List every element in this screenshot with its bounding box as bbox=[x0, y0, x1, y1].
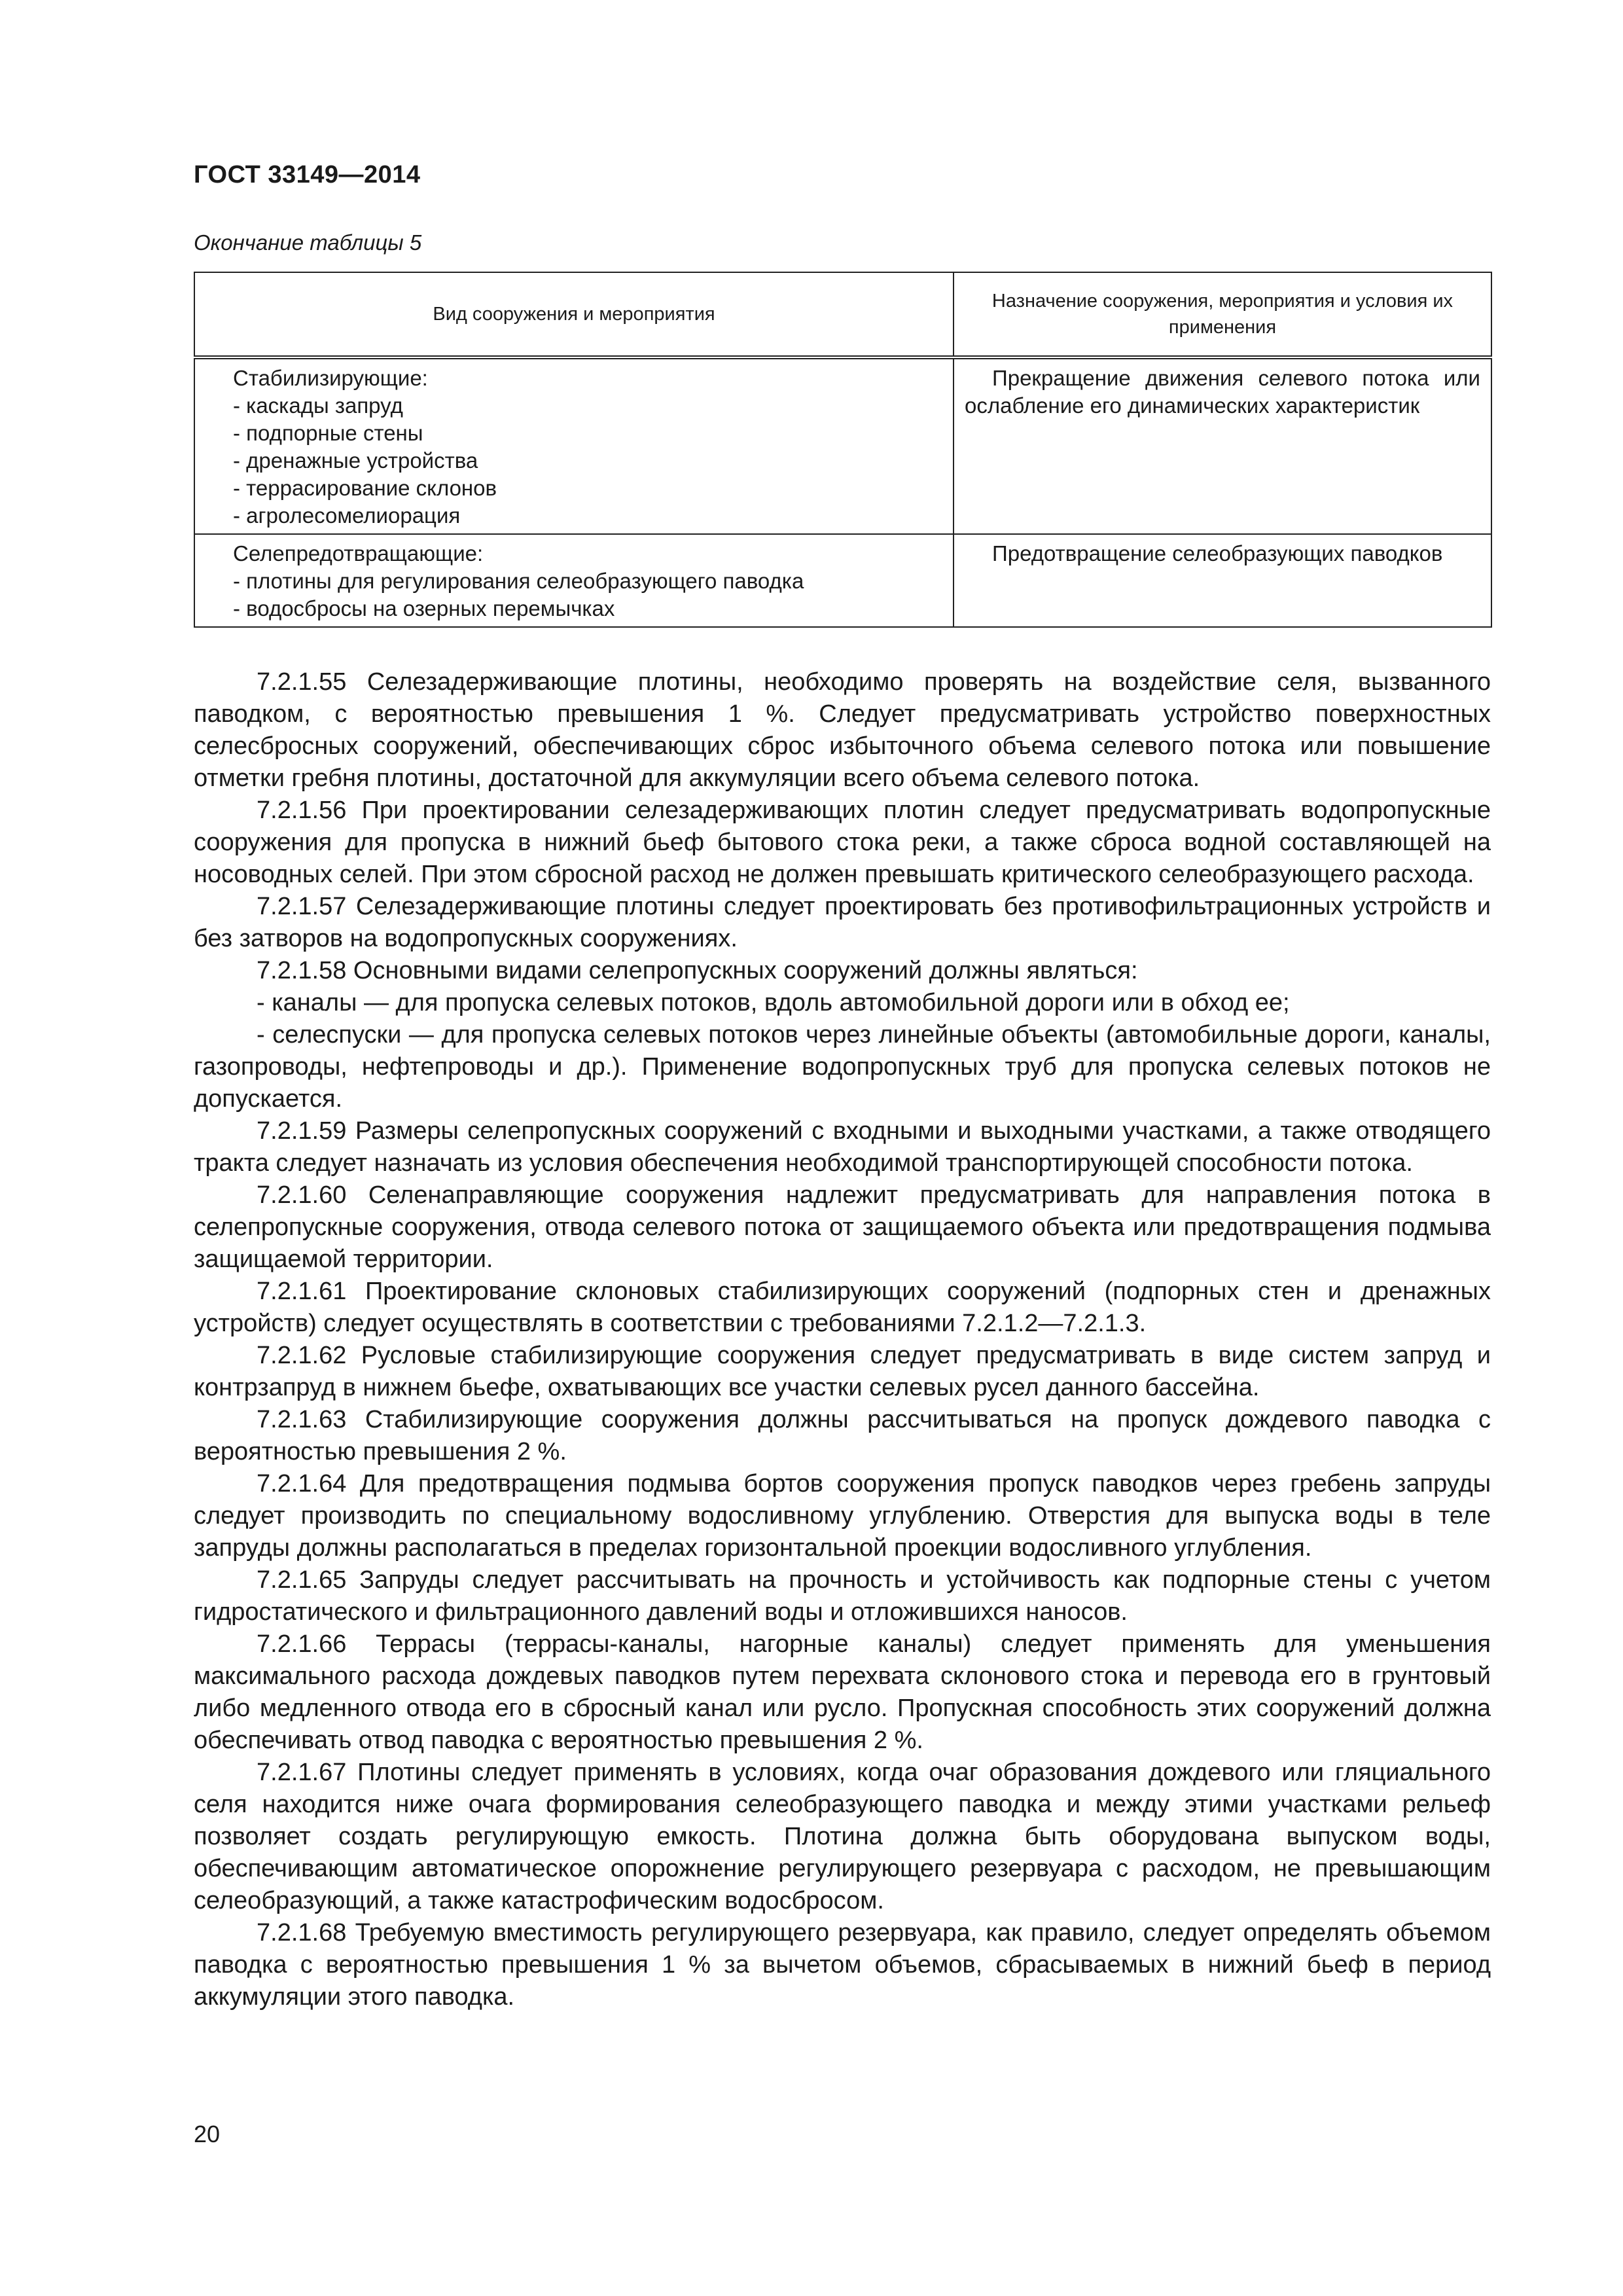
measures-table bbox=[194, 272, 1492, 628]
group-title: Стабилизирующие: bbox=[233, 366, 428, 390]
measure-type-cell bbox=[194, 357, 954, 534]
list-item: - агролесомелиорация bbox=[233, 503, 461, 528]
paragraph: 7.2.1.62 Русловые стабилизирующие сооружения следует предусматривать в виде систем запруд и контрзапруд в нижнем бьефе, охватывающих все участки селевых русел данного бассейна. bbox=[194, 1342, 1491, 1401]
measure-type-cell bbox=[194, 534, 954, 627]
paragraph: 7.2.1.57 Селезадерживающие плотины следует проектировать без противофильтрационных устройств и без затворов на водопропускных сооружениях. bbox=[194, 893, 1491, 952]
paragraph: 7.2.1.64 Для предотвращения подмыва бортов сооружения пропуск паводков через гребень запруды следует производить по специальному водосливному углублению. Отверстия для выпуска воды в теле запруды должны располагаться в пределах горизонтальной проекции водосливного углубления. bbox=[194, 1470, 1491, 1562]
table-row bbox=[194, 534, 1491, 627]
table-continuation-caption: Окончание таблицы 5 bbox=[194, 230, 422, 255]
list-item: - дренажные устройства bbox=[233, 448, 478, 473]
table-row bbox=[194, 357, 1491, 534]
paragraph: - каналы — для пропуска селевых потоков, вдоль автомобильной дороги или в обход ее; bbox=[257, 989, 1290, 1016]
paragraph: 7.2.1.55 Селезадерживающие плотины, необходимо проверять на воздействие селя, вызванного паводком, с вероятностью превышения 1 %. Следует предусматривать устройство поверхностных селесбросных сооружений, обеспечивающих сброс избыточного объема селевого потока или повышение отметки гребня плотины, достаточной для аккумуляции всего объема селевого потока. bbox=[194, 668, 1491, 792]
list-item: - водосбросы на озерных перемычках bbox=[233, 596, 615, 620]
body-text bbox=[194, 666, 1491, 2013]
paragraph: 7.2.1.61 Проектирование склоновых стабилизирующих сооружений (подпорных стен и дренажных устройств) следует осуществлять в соответствии с требованиями 7.2.1.2—7.2.1.3. bbox=[194, 1278, 1491, 1337]
document-code: ГОСТ 33149—2014 bbox=[194, 161, 421, 188]
paragraph: 7.2.1.56 При проектировании селезадерживающих плотин следует предусматривать водопропускные сооружения для пропуска в нижний бьеф бытового стока реки, а также сброса водной составляющей на носоводных селей. При этом сбросной расход не должен превышать критического селеобразующего расхода. bbox=[194, 797, 1491, 888]
purpose-cell bbox=[954, 357, 1491, 534]
paragraph: 7.2.1.68 Требуемую вместимость регулирующего резервуара, как правило, следует определять объемом паводка с вероятностью превышения 1 % за вычетом объемов, сбрасываемых в нижний бьеф в период аккумуляции этого паводка. bbox=[194, 1919, 1491, 2011]
paragraph: 7.2.1.59 Размеры селепропускных сооружений с входными и выходными участками, а также отводящего тракта следует назначать из условия обеспечения необходимой транспортирующей способности потока. bbox=[194, 1117, 1491, 1177]
list-item: - каскады запруд bbox=[233, 393, 403, 418]
column-header-type: Вид сооружения и мероприятия bbox=[194, 272, 954, 357]
column-header-purpose: Назначение сооружения, мероприятия и условия их применения bbox=[954, 272, 1491, 357]
purpose-text: Предотвращение селеобразующих паводков bbox=[992, 541, 1443, 565]
list-item: - плотины для регулирования селеобразующего паводка bbox=[233, 569, 804, 593]
paragraph: 7.2.1.66 Террасы (террасы-каналы, нагорные каналы) следует применять для уменьшения максимального расхода дождевых паводков путем перехвата склонового стока и перевода его в грунтовый либо медленного отвода его в сбросный канал или русло. Пропускная способность этих сооружений должна обеспечивать отвод паводка с вероятностью превышения 2 %. bbox=[194, 1630, 1491, 1754]
list-item: - подпорные стены bbox=[233, 421, 423, 445]
paragraph: 7.2.1.60 Селенаправляющие сооружения надлежит предусматривать для направления потока в селепропускные сооружения, отвода селевого потока от защищаемого объекта или предотвращения подмыва защищаемой территории. bbox=[194, 1181, 1491, 1273]
paragraph: 7.2.1.63 Стабилизирующие сооружения должны рассчитываться на пропуск дождевого паводка с вероятностью превышения 2 %. bbox=[194, 1406, 1491, 1465]
paragraph: 7.2.1.67 Плотины следует применять в условиях, когда очаг образования дождевого или гляциального селя находится ниже очага формирования селеобразующего паводка и между этими участками рельеф позволяет создать регулирующую емкость. Плотина должна быть оборудована выпуском воды, обеспечивающим автоматическое опорожнение регулирующего резервуара с расходом, не превышающим селеобразующий, а также катастрофическим водосбросом. bbox=[194, 1759, 1491, 1914]
group-title: Селепредотвращающие: bbox=[233, 541, 484, 565]
purpose-text: Прекращение движения селевого потока или ослабление его динамических характеристик bbox=[965, 366, 1480, 418]
paragraph: - селеспуски — для пропуска селевых потоков через линейные объекты (автомобильные дороги, каналы, газопроводы, нефтепроводы и др.). Применение водопропускных труб для пропуска селевых потоков не допускается. bbox=[194, 1021, 1491, 1113]
page-number: 20 bbox=[194, 2121, 221, 2147]
list-item: - террасирование склонов bbox=[233, 476, 497, 500]
paragraph: 7.2.1.65 Запруды следует рассчитывать на прочность и устойчивость как подпорные стены с учетом гидростатического и фильтрационного давлений воды и отложившихся наносов. bbox=[194, 1566, 1491, 1626]
table-header-row bbox=[194, 272, 1491, 357]
paragraph: 7.2.1.58 Основными видами селепропускных сооружений должны являться: bbox=[257, 957, 1138, 984]
purpose-cell bbox=[954, 534, 1491, 627]
